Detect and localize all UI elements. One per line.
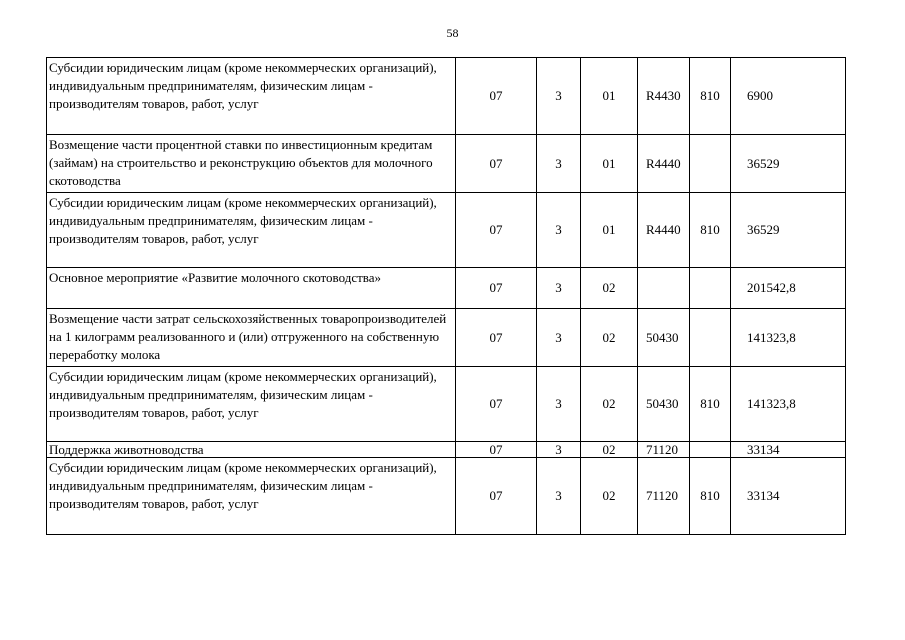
table-row	[47, 268, 846, 309]
expense-type-code	[690, 268, 731, 309]
row-description: Субсидии юридическим лицам (кроме некоммерческих организаций), индивидуальным предпринимателям, физическим лицам - производителям товаров, работ, услуг	[47, 193, 456, 268]
table-row	[47, 58, 846, 135]
amount-value: 33134	[731, 458, 846, 535]
table-row	[47, 442, 846, 458]
table-row	[47, 367, 846, 442]
subprogram-code: 3	[537, 458, 581, 535]
event-code: 02	[581, 458, 638, 535]
event-code: 01	[581, 58, 638, 135]
section-code: 07	[456, 458, 537, 535]
subprogram-code: 3	[537, 268, 581, 309]
event-code: 02	[581, 367, 638, 442]
row-description: Субсидии юридическим лицам (кроме некоммерческих организаций), индивидуальным предпринимателям, физическим лицам - производителям товаров, работ, услуг	[47, 367, 456, 442]
amount-value: 141323,8	[731, 367, 846, 442]
target-article-code: R4440	[638, 193, 690, 268]
row-description: Поддержка животноводства	[47, 442, 456, 458]
expense-type-code	[690, 309, 731, 367]
event-code: 02	[581, 268, 638, 309]
section-code: 07	[456, 58, 537, 135]
section-code: 07	[456, 367, 537, 442]
target-article-code: R4440	[638, 135, 690, 193]
section-code: 07	[456, 193, 537, 268]
row-description: Возмещение части процентной ставки по инвестиционным кредитам (займам) на строительство и реконструкцию объектов для молочного скотоводства	[47, 135, 456, 193]
event-code: 01	[581, 193, 638, 268]
amount-value: 201542,8	[731, 268, 846, 309]
table-row	[47, 135, 846, 193]
amount-value: 6900	[731, 58, 846, 135]
expense-type-code: 810	[690, 58, 731, 135]
table-row	[47, 458, 846, 535]
event-code: 02	[581, 309, 638, 367]
table-row	[47, 309, 846, 367]
row-description: Возмещение части затрат сельскохозяйственных товаропроизводителей на 1 килограмм реализованного и (или) отгруженного на собственную переработку молока	[47, 309, 456, 367]
table-row	[47, 193, 846, 268]
event-code: 02	[581, 442, 638, 458]
page-number: 58	[446, 26, 459, 40]
target-article-code: 50430	[638, 309, 690, 367]
expense-type-code	[690, 442, 731, 458]
amount-value: 141323,8	[731, 309, 846, 367]
expense-type-code	[690, 135, 731, 193]
amount-value: 36529	[731, 135, 846, 193]
section-code: 07	[456, 442, 537, 458]
expense-type-code: 810	[690, 458, 731, 535]
target-article-code: 50430	[638, 367, 690, 442]
amount-value: 36529	[731, 193, 846, 268]
target-article-code: 71120	[638, 442, 690, 458]
budget-table	[46, 57, 846, 535]
subprogram-code: 3	[537, 367, 581, 442]
row-description: Субсидии юридическим лицам (кроме некоммерческих организаций), индивидуальным предпринимателям, физическим лицам - производителям товаров, работ, услуг	[47, 58, 456, 135]
subprogram-code: 3	[537, 135, 581, 193]
section-code: 07	[456, 309, 537, 367]
expense-type-code: 810	[690, 193, 731, 268]
subprogram-code: 3	[537, 58, 581, 135]
subprogram-code: 3	[537, 193, 581, 268]
section-code: 07	[456, 135, 537, 193]
row-description: Субсидии юридическим лицам (кроме некоммерческих организаций), индивидуальным предпринимателям, физическим лицам - производителям товаров, работ, услуг	[47, 458, 456, 535]
expense-type-code: 810	[690, 367, 731, 442]
amount-value: 33134	[731, 442, 846, 458]
subprogram-code: 3	[537, 442, 581, 458]
section-code: 07	[456, 268, 537, 309]
row-description: Основное мероприятие «Развитие молочного скотоводства»	[47, 268, 456, 309]
target-article-code: 71120	[638, 458, 690, 535]
subprogram-code: 3	[537, 309, 581, 367]
target-article-code: R4430	[638, 58, 690, 135]
target-article-code	[638, 268, 690, 309]
event-code: 01	[581, 135, 638, 193]
